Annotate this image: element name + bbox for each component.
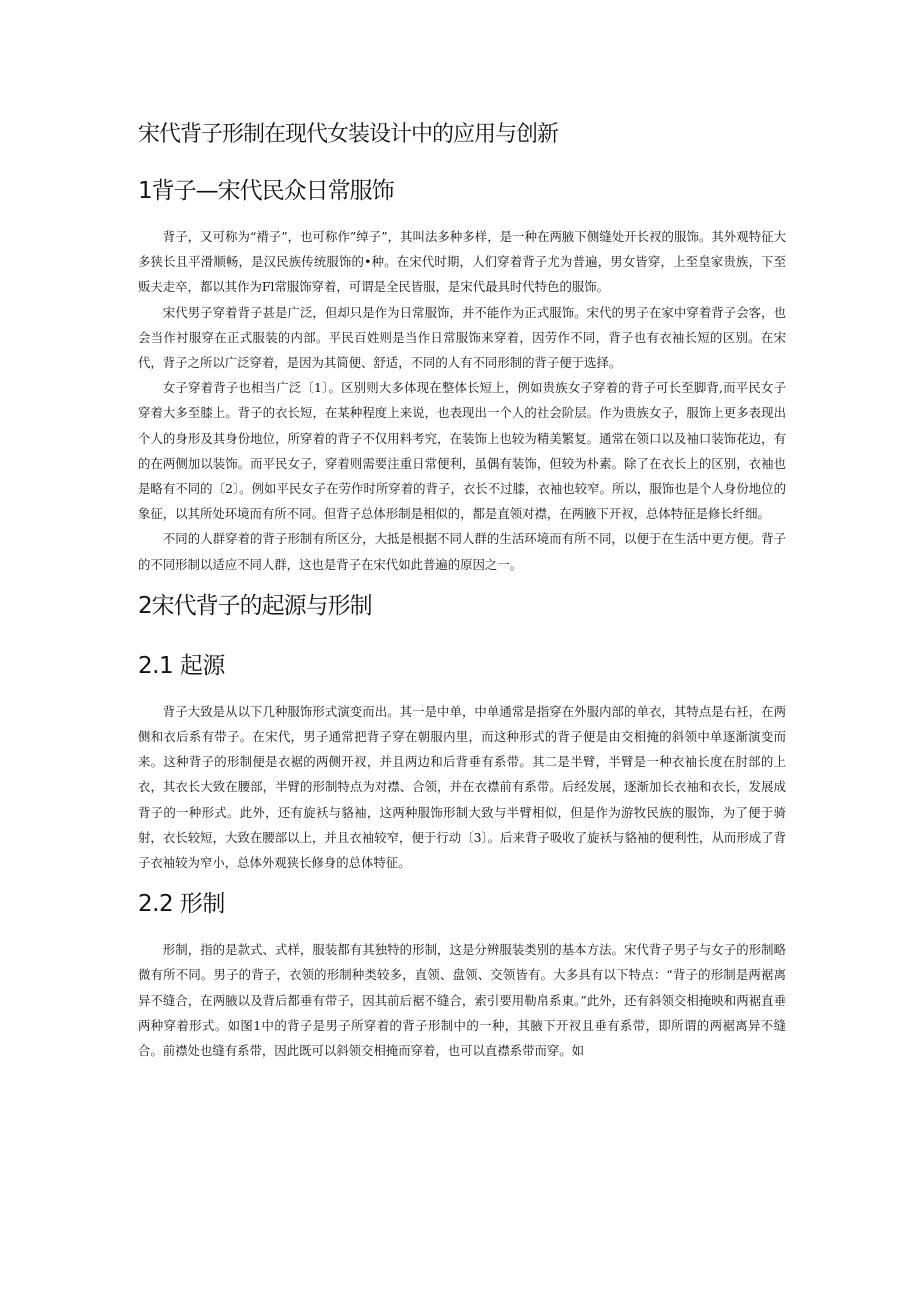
- spacer: [138, 639, 786, 649]
- document-title: 宋代背子形制在现代女装设计中的应用与创新: [138, 122, 559, 147]
- section-1-paragraph-1: 背子，又可称为“褙子”，也可称作”绰子”，其叫法多种多样，是一种在两腋下侧缝处开长衩的服饰。其外观特征大多狭长且平滑顺畅，是汉民族传统服饰的•种。在宋代时期，人们穿着背子尤为普遍，男女皆穿，上至皇家贵族，下至贩夫走卒，都以其作为Fl常服饰穿着，可谓是全民皆服，是宋代最具时代特色的服饰。: [138, 229, 786, 295]
- section-2-heading: 2宋代背子的起源与形制: [138, 592, 372, 619]
- section-2-1-heading: 2.1 起源: [138, 652, 225, 679]
- section-2-2-paragraph-1: 形制，指的是款式、式样，服装都有其独特的形制，这是分辨服装类别的基本方法。宋代背子男子与女子的形制略微有所不同。男子的背子，衣领的形制种类较多，直领、盘领、交领皆有。大多具有以下特点：“背子的形制是两裾离异不缝合，在两腋以及背后都垂有带子，因其前后裾不缝合，索引要用勒帛系東。”此外，还有斜领交相掩映和两裾直垂两种穿着形式。如图1中的背子是男子所穿着的背子形制中的一种，其腋下开衩且垂有系带，即所谓的两裾离异不缝合。前襟处也缝有系带，因此既可以斜领交相掩而穿着，也可以直襟系带而穿。如: [138, 942, 786, 1059]
- spacer: [138, 875, 786, 887]
- section-1-paragraph-2: 宋代男子穿着背子甚是广泛，但却只是作为日常服饰，并不能作为正式服饰。宋代的男子在家中穿着背子会客，也会当作衬服穿在正式服装的内部。平民百姓则是当作日常服饰来穿着，因劳作不同，背子也有衣袖长短的区别。在宋代，背子之所以广泛穿着，是因为其简便、舒适，不同的人有不同形制的背子便于选择。: [138, 304, 786, 371]
- spacer: [138, 577, 786, 589]
- section-1-heading: 1背子—宋代民众日常服饰: [138, 178, 394, 204]
- section-2-2-heading: 2.2 形制: [138, 891, 225, 918]
- document-page: [138, 118, 786, 1063]
- section-2-1-paragraph-1: 背子大致是从以下几种服饰形式演变而出。其一是中单，中单通常是指穿在外服内部的单衣，其特点是右衽，在两侧和衣后系有带子。在宋代，男子通常把背子穿在朝服内里，而这种形式的背子便是由交相掩的斜领中单逐渐演变而来。这种背子的形制便是衣裾的两侧开衩，并且两边和后背垂有系带。其二是半臂，半臂是一种衣袖长度在肘部的上衣，其衣长大致在腰部，半臂的形制特点为对襟、合领，并在衣襟前有系带。后经发展，逐渐加长衣袖和衣长，发展成背子的一种形式。此外，还有旋袄与貉袖，这两种服饰形制大致与半臂相似，但是作为游牧民族的服饰，为了便于骑射，衣长较短，大致在腰部以上，并且衣袖较窄，便于行动〔3〕。后来背子吸收了旋袄与貉袖的便利性，从而形成了背子衣袖较为窄小，总体外观狭长修身的总体特征。: [138, 703, 786, 871]
- section-1-paragraph-4: 不同的人群穿着的背子形制有所区分，大抵是根据不同人群的生活环境而有所不同，以便于在生活中更方便。背子的不同形制以适应不同人群，这也是背子在宋代如此普遍的原因之一。: [138, 531, 786, 572]
- section-1-paragraph-3: 女子穿着背子也相当广泛〔1〕。区别则大多体现在整体长短上，例如贵族女子穿着的背子可长至脚背,而平民女子穿着大多至膝上。背子的衣长短，在某种程度上来说，也表现出一个人的社会阶层。作为贵族女子，服饰上更多表现出个人的身形及其身份地位，所穿着的背子不仅用料考究，在装饰上也较为精美繁复。通常在领口以及袖口装饰花边，有的在两侧加以装饰。而平民女子，穿着则需要注重日常便利，虽偶有装饰，但较为朴素。除了在衣长上的区别，衣袖也是略有不同的〔2〕。例如平民女子在劳作时所穿着的背子，衣长不过膝，衣袖也较窄。所以，服饰也是个人身份地位的象征，以其所处环境而有所不同。但背子总体形制是相似的，都是直领对襟，在两腋下开衩，总体特征是修长纤细。: [138, 380, 786, 522]
